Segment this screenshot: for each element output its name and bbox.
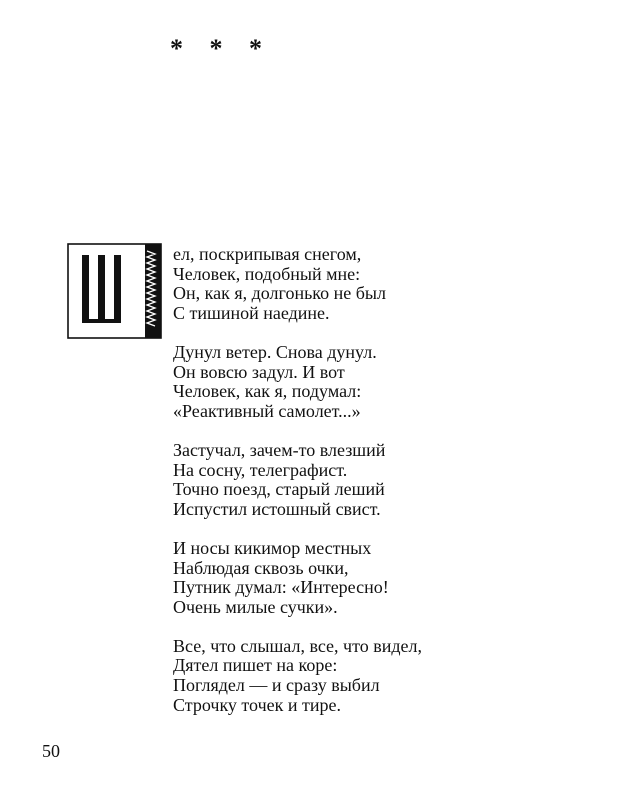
- poem-line: Застучал, зачем-то влезший: [173, 439, 386, 460]
- poem-line: Он, как я, долгонько не был: [173, 283, 386, 304]
- poem-line: И носы кикимор местных: [173, 537, 372, 558]
- stanza-2: [173, 343, 593, 421]
- stanza-1: [173, 245, 593, 323]
- stanza-4: [173, 539, 593, 617]
- poem-line: Он вовсю задул. И вот: [173, 361, 345, 382]
- poem-line: Очень милые сучки».: [173, 596, 338, 617]
- poem-body: [173, 245, 593, 735]
- section-ornament-stars: * * *: [170, 34, 272, 63]
- poem-line: «Реактивный самолет...»: [173, 400, 361, 421]
- poem-line: Путник думал: «Интересно!: [173, 577, 389, 598]
- stanza-3: [173, 441, 593, 519]
- poem-line: Человек, как я, подумал:: [173, 381, 362, 402]
- poem-line: Поглядел — и сразу выбил: [173, 675, 380, 696]
- poem-line: ел, поскрипывая снегом,: [173, 244, 362, 264]
- drop-cap-letter-sha: [67, 243, 162, 339]
- poem-line: Строчку точек и тире.: [173, 694, 342, 715]
- page-number: 50: [42, 741, 60, 761]
- poem-line: Дунул ветер. Снова дунул.: [173, 341, 377, 362]
- poem-line: Все, что слышал, все, что видел,: [173, 635, 422, 656]
- poem-line: Человек, подобный мне:: [173, 263, 361, 284]
- poem-line: С тишиной наедине.: [173, 302, 330, 323]
- poem-line: Дятел пишет на коре:: [173, 655, 338, 676]
- poem-line: Точно поезд, старый леший: [173, 479, 385, 500]
- poem-line: Наблюдая сквозь очки,: [173, 557, 349, 578]
- poem-line: На сосну, телеграфист.: [173, 459, 348, 480]
- poem-line: Испустил истошный свист.: [173, 498, 381, 519]
- stanza-5: [173, 637, 593, 715]
